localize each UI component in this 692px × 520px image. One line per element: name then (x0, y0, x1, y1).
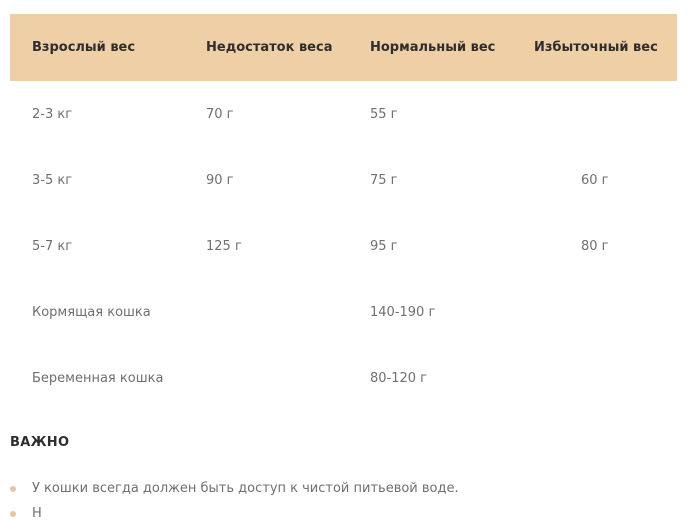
list-item (10, 480, 459, 497)
table-cell: 75 г (370, 172, 398, 188)
column-header-adult-weight: Взрослый вес (10, 14, 206, 81)
table-cell: 70 г (206, 106, 234, 122)
table-row (10, 345, 677, 411)
table-cell: 90 г (206, 172, 234, 188)
table-cell: 3-5 кг (32, 172, 73, 188)
table-cell (206, 279, 370, 345)
table-header-row (10, 14, 677, 81)
table-row (10, 147, 677, 213)
list-item (10, 505, 459, 520)
table-cell (534, 81, 677, 147)
table-cell: Кормящая кошка (32, 304, 151, 320)
table-cell (206, 345, 370, 411)
column-header-overweight: Избыточный вес (534, 14, 677, 81)
list-item-text: У кошки всегда должен быть доступ к чистой питьевой воде. (32, 481, 459, 496)
important-list (10, 480, 459, 520)
table-cell: 5-7 кг (32, 238, 73, 254)
bullet-dot-icon (10, 486, 16, 492)
list-item-text: Н (32, 506, 42, 520)
important-heading: ВАЖНО (10, 435, 70, 450)
table-cell (534, 279, 677, 345)
table-cell: 80-120 г (370, 370, 428, 386)
feeding-table (10, 14, 677, 411)
column-header-normal-weight: Нормальный вес (370, 14, 534, 81)
table-row (10, 279, 677, 345)
table-cell: 80 г (581, 238, 609, 254)
table-row (10, 81, 677, 147)
table-cell: Беременная кошка (32, 370, 164, 386)
table-cell: 55 г (370, 106, 398, 122)
table-cell (534, 345, 677, 411)
table-cell: 140-190 г (370, 304, 436, 320)
column-header-underweight: Недостаток веса (206, 14, 370, 81)
bullet-dot-icon (10, 511, 16, 517)
table-row (10, 213, 677, 279)
table-cell: 125 г (206, 238, 242, 254)
table-cell: 60 г (581, 172, 609, 188)
table-cell: 95 г (370, 238, 398, 254)
table-cell: 2-3 кг (32, 106, 73, 122)
